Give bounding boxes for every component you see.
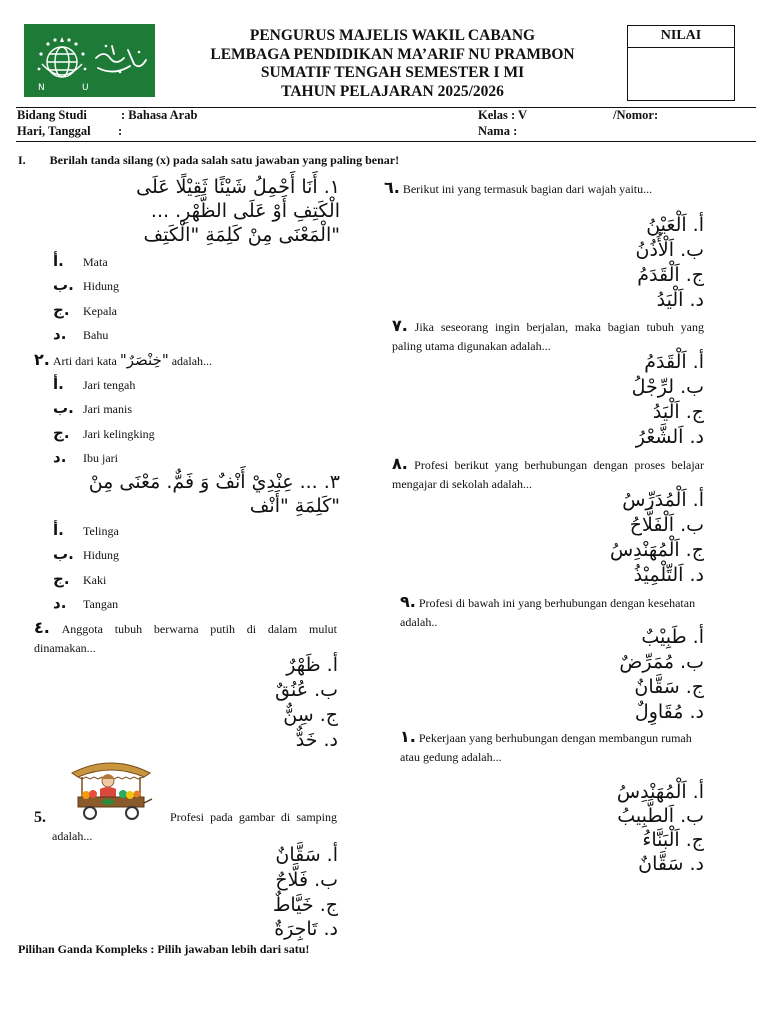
question-5-option-a[interactable]: أ. سَقَّانٌ [275,844,338,866]
question-7-option-b[interactable]: ب. لرِّجْلُ [631,376,704,398]
heading-line-2: LEMBAGA PENDIDIKAN MA’ARIF NU PRAMBON [210,45,575,63]
complex-choice-instruction: Pilihan Ganda Kompleks : Pilih jawaban lebih dari satu! [18,942,310,956]
question-4-option-c[interactable]: ج. سِنٌّ [283,704,338,726]
section-instruction [18,153,399,168]
option-text: Ibu jari [83,451,118,465]
question-2-text-before: Arti dari kata [52,354,117,368]
question-9-option-a[interactable]: أ. طَبِيْبٌ [641,626,704,648]
logo-letter-u: U [82,83,89,93]
option-label: أ. [53,375,64,393]
question-4-option-b[interactable]: ب. عُنُقٌ [275,679,338,701]
question-8-option-c[interactable]: ج. اَلْمُهَنْدِسُ [609,539,704,561]
option-label: ج. [53,424,70,442]
question-8-number: ٨. [392,454,408,473]
question-10-number: ١. [400,727,416,746]
question-1-line-1: ١. أَنَا أَحْمِلُ شَيْئًا ثَقِيْلًا عَلَى [136,176,340,198]
question-10-option-c[interactable]: ج. اَلْبَنَّاءُ [642,829,704,851]
option-text: Kaki [83,573,107,587]
date-field[interactable]: : [118,124,123,138]
question-2-text-after: adalah... [171,354,213,368]
question-1-option-c[interactable] [53,301,117,319]
option-label: ب. [53,399,74,417]
option-text: Hidung [83,548,119,562]
question-6-option-a[interactable]: أ. اَلْعَيْنُ [646,214,704,236]
subject-label: Bidang Studi [17,108,87,122]
question-7-text: Jika seseorang ingin berjalan, maka bagian tubuh yang paling utama digunakan adalah... [392,320,705,353]
option-label: ج. [53,301,70,319]
question-7-option-a[interactable]: أ. اَلْقَدَمُ [644,351,704,373]
question-2-option-a[interactable] [53,375,135,393]
option-label: أ. [53,521,64,539]
info-divider [16,141,756,142]
option-text: Mata [83,255,108,269]
option-text: Tangan [83,597,119,611]
option-text: Jari manis [83,402,132,416]
question-3-option-d[interactable] [53,594,118,612]
question-1-option-a[interactable] [53,252,108,270]
question-10 [400,727,700,767]
question-4-option-a[interactable]: أ. ظَهْرٌ [286,654,338,676]
question-3-option-b[interactable] [53,545,119,563]
question-3-option-c[interactable] [53,570,106,588]
option-label: د. [53,448,67,466]
question-1-line-3: "الْمَعْنَى مِنْ كَلِمَةِ "الْكَتِف [143,224,340,246]
question-10-option-d[interactable]: د. سَقَّانٌ [638,853,704,875]
option-label: ب. [53,276,74,294]
question-4-text: Anggota tubuh berwarna putih di dalam mulut dinamakan... [34,622,338,655]
question-1-option-b[interactable] [53,276,119,294]
question-9-option-b[interactable]: ب. مُمَرِّضٌ [619,651,704,673]
question-6-option-c[interactable]: ج. اَلْقَدَمُ [637,264,704,286]
question-3-line-2: "كَلِمَةِ "أَنْف [249,495,340,517]
question-4 [34,618,337,658]
question-2-option-c[interactable] [53,424,155,442]
class-field: Kelas : V [478,108,528,122]
subject-value: : Bahasa Arab [121,108,198,122]
score-box-label: NILAI [628,26,734,48]
heading-line-3: SUMATIF TENGAH SEMESTER I MI [260,64,525,81]
question-3-line-1: ٣. ... عِنْدِيْ أَنْفٌ وَ فَمٌّ. مَعْنَى مِنْ [88,471,340,493]
question-7-number: ٧. [392,316,408,335]
nu-globe-logo-icon [24,24,155,97]
question-2-option-b[interactable] [53,399,132,417]
question-8-option-b[interactable]: ب. اَلْفَلَّاحُ [629,514,704,536]
question-1-option-d[interactable] [53,325,108,343]
question-6-text: Berikut ini yang termasuk bagian dari wajah yaitu... [402,182,653,196]
option-text: Telinga [83,524,119,538]
question-10-option-a[interactable]: أ. اَلْمُهَنْدِسُ [616,781,704,803]
question-6 [384,178,704,199]
question-5-option-d[interactable]: د. تَاجِرَةٌ [274,918,338,940]
heading-line-4: TAHUN PELAJARAN 2025/2026 [281,82,504,100]
section-instruction-text: Berilah tanda silang (x) pada salah satu jawaban yang paling benar! [49,153,400,167]
option-text: Jari tengah [83,378,136,392]
question-6-number: ٦. [384,178,400,197]
question-5-text: Profesi pada gambar di samping adalah... [52,810,337,843]
option-label: ب. [53,545,74,563]
institution-heading [160,27,625,101]
section-number: I. [18,153,26,167]
question-1-line-2: الْكَتِفِ أَوْ عَلَى الظَّهْرِ. ... [150,200,340,222]
question-5-number: 5. [34,809,46,826]
score-box[interactable] [627,25,735,101]
question-2-arabic-word: "خِنْصَرٌ" [119,351,169,369]
question-9-option-d[interactable]: د. مُقَاوِلٌ [634,701,704,723]
heading-line-1: PENGURUS MAJELIS WAKIL CABANG [249,27,536,44]
question-8-option-a[interactable]: أ. اَلْمُدَرِّسُ [622,489,704,511]
question-10-option-b[interactable]: ب. اَلطَّبِيبُ [617,805,704,827]
option-label: د. [53,594,67,612]
question-2 [34,350,344,371]
question-2-option-d[interactable] [53,448,118,466]
nu-logo [24,24,155,97]
question-8-option-d[interactable]: د. اَلتِّلْمِيْذُ [633,564,704,586]
question-9-option-c[interactable]: ج. سَقَّانٌ [634,676,704,698]
question-9-number: ٩. [400,592,416,611]
question-2-number: ٢. [34,350,50,369]
logo-letter-n: N [38,83,45,93]
question-1 [60,175,340,247]
option-text: Jari kelingking [83,427,155,441]
date-label: Hari, Tanggal [17,124,91,138]
number-field[interactable]: /Nomor: [613,108,659,122]
question-3-option-a[interactable] [53,521,119,539]
question-6-option-b[interactable]: ب. اَلْأُذُنُ [635,239,704,261]
question-8-text: Profesi berikut yang berhubungan dengan proses belajar mengajar di sekolah adalah... [392,458,705,491]
question-5-option-b[interactable]: ب. فَلَّاحٌ [275,869,338,891]
question-7-option-d[interactable]: د. اَلشَّعْرُ [635,426,704,448]
question-9-text: Profesi di bawah ini yang berhubungan dengan kesehatan adalah.. [400,596,696,629]
question-4-option-d[interactable]: د. خَدٌّ [295,729,338,751]
question-3 [20,470,340,518]
option-text: Hidung [83,279,119,293]
option-text: Bahu [83,328,109,342]
name-field[interactable]: Nama : [478,124,518,138]
option-label: ج. [53,570,70,588]
question-7 [392,316,704,356]
option-label: د. [53,325,67,343]
question-10-text: Pekerjaan yang berhubungan dengan membangun rumah atau gedung adalah... [400,731,692,764]
question-5-option-c[interactable]: ج. خَيَّاطٌ [272,894,338,916]
question-7-option-c[interactable]: ج. اَلْيَدُ [652,401,704,423]
option-text: Kepala [83,304,117,318]
question-4-number: ٤. [34,618,50,637]
question-6-option-d[interactable]: د. اَلْيَدُ [656,289,704,311]
question-8 [392,454,704,494]
option-label: أ. [53,252,64,270]
